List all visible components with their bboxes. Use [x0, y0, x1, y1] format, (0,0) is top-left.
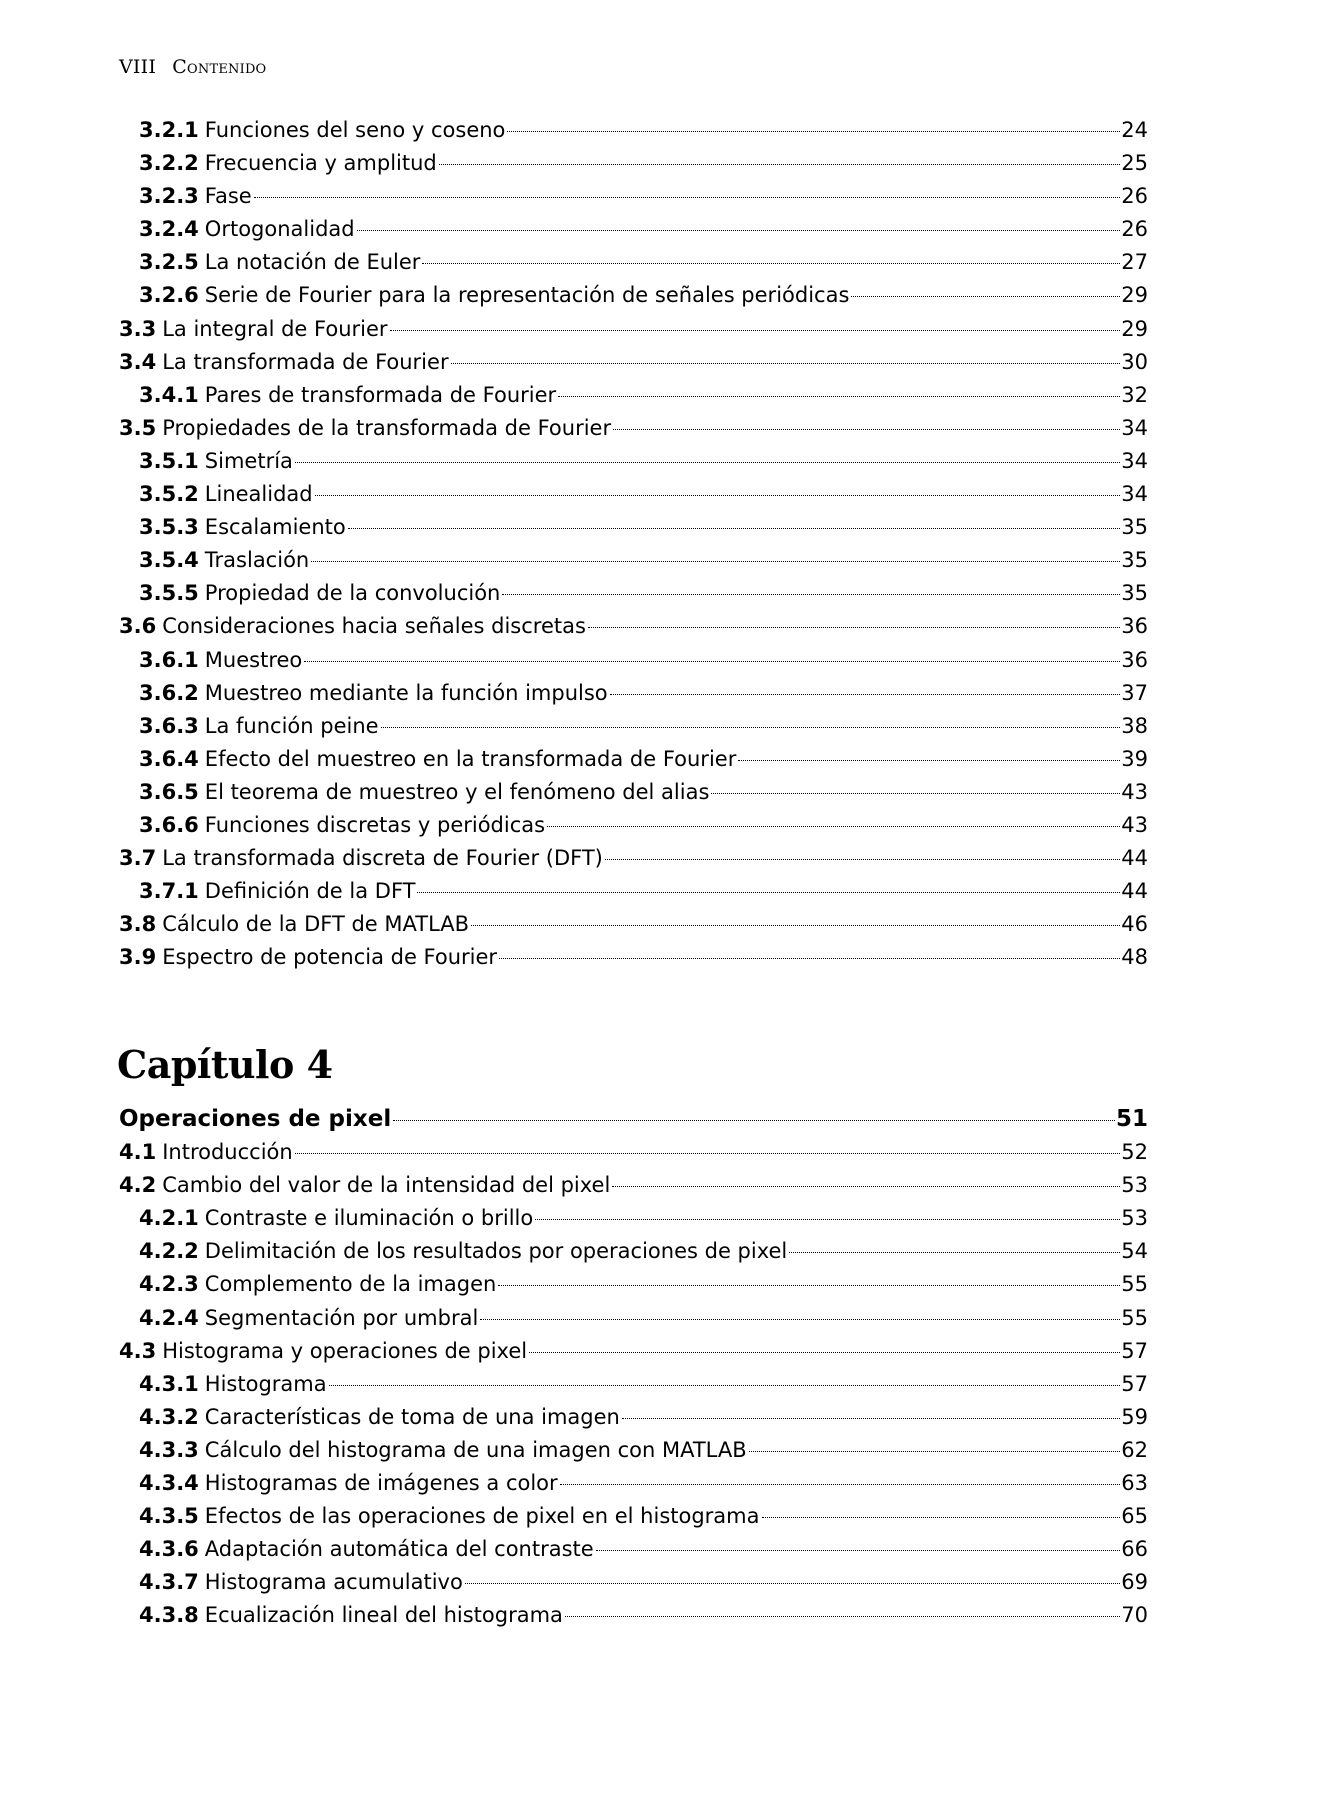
toc-entry-page-number: 35 — [1121, 548, 1148, 573]
running-section-title: Contenido — [172, 56, 267, 78]
toc-entry[interactable] — [119, 743, 1148, 776]
toc-entry[interactable] — [119, 1566, 1148, 1599]
toc-entry[interactable] — [119, 346, 1148, 379]
toc-entry[interactable] — [119, 379, 1148, 412]
toc-entry-number: 4.3.5 — [139, 1504, 199, 1529]
toc-entry-number: 3.2.1 — [139, 118, 199, 142]
toc-entry-page-number: 34 — [1121, 482, 1148, 507]
toc-dot-leader — [295, 1153, 1121, 1154]
toc-entry[interactable] — [119, 1467, 1148, 1500]
toc-dot-leader — [610, 694, 1121, 695]
toc-entry-number: 3.8 — [119, 912, 157, 937]
toc-entry-page-number: 39 — [1121, 746, 1148, 771]
toc-entry[interactable] — [119, 544, 1148, 577]
toc-entry[interactable] — [119, 1533, 1148, 1566]
toc-dot-leader — [565, 1616, 1120, 1617]
toc-entry-number: 3.4 — [119, 349, 157, 374]
toc-entry-title: Cambio del valor de la intensidad del pixel — [162, 1173, 611, 1198]
toc-entry-number: 3.7 — [119, 846, 157, 871]
toc-entry-page-number: 36 — [1121, 647, 1148, 672]
toc-entry[interactable] — [119, 213, 1148, 246]
toc-entry-page-number: 43 — [1121, 812, 1148, 837]
toc-entry-title: Histograma — [204, 1371, 327, 1396]
toc-entry-number: 3.2.4 — [139, 217, 199, 242]
toc-list-chapter-3 — [119, 114, 1148, 974]
toc-dot-leader — [588, 627, 1120, 628]
toc-entry[interactable] — [119, 776, 1148, 809]
toc-entry[interactable] — [119, 710, 1148, 743]
toc-entry-number: 4.3.2 — [139, 1404, 199, 1429]
toc-entry-page-number: 62 — [1121, 1437, 1148, 1462]
toc-entry-number: 4.2.4 — [139, 1305, 199, 1330]
toc-dot-leader — [762, 1517, 1121, 1518]
toc-entry-page-number: 46 — [1121, 912, 1148, 937]
toc-entry[interactable] — [119, 1136, 1148, 1169]
toc-entry[interactable] — [119, 1302, 1148, 1335]
toc-dot-leader — [304, 661, 1120, 662]
toc-entry-page-number: 26 — [1121, 217, 1148, 242]
toc-entry[interactable] — [119, 313, 1148, 346]
toc-dot-leader — [613, 429, 1120, 430]
toc-dot-leader — [329, 1385, 1121, 1386]
toc-dot-leader — [357, 230, 1121, 231]
toc-entry-page-number: 55 — [1121, 1272, 1148, 1297]
toc-entry-number: 3.5.2 — [139, 482, 199, 507]
toc-dot-leader — [789, 1252, 1120, 1253]
toc-entry-number: 3.3 — [119, 316, 157, 341]
toc-entry-title: La función peine — [204, 713, 379, 738]
toc-dot-leader — [529, 1352, 1120, 1353]
toc-entry-number: 3.9 — [119, 945, 157, 970]
toc-entry-number: 4.3.1 — [139, 1371, 199, 1396]
toc-entry-page-number: 57 — [1121, 1338, 1148, 1363]
toc-dot-leader — [622, 1418, 1120, 1419]
toc-entry-number: 3.6.2 — [139, 680, 199, 705]
toc-dot-leader — [471, 925, 1120, 926]
running-head — [119, 56, 266, 78]
toc-dot-leader — [560, 1484, 1121, 1485]
toc-entry[interactable] — [119, 941, 1148, 974]
toc-dot-leader — [547, 826, 1120, 827]
toc-entry[interactable] — [119, 478, 1148, 511]
toc-entry-number: 3.5.4 — [139, 548, 199, 573]
toc-entry-title: Delimitación de los resultados por operaciones de pixel — [204, 1239, 788, 1264]
toc-dot-leader — [502, 594, 1120, 595]
toc-dot-leader — [465, 1583, 1120, 1584]
toc-dot-leader — [738, 760, 1120, 761]
toc-entry-title: Muestreo mediante la función impulso — [204, 680, 608, 705]
toc-entry-number: 3.6.1 — [139, 647, 199, 672]
toc-entry-page-number: 35 — [1121, 515, 1148, 540]
toc-entry-page-number: 52 — [1121, 1140, 1148, 1165]
toc-entry-page-number: 57 — [1121, 1371, 1148, 1396]
toc-dot-leader — [535, 1219, 1120, 1220]
toc-entry-number: 3.2.5 — [139, 250, 199, 275]
toc-entry-page-number: 25 — [1121, 151, 1148, 176]
toc-dot-leader — [498, 1285, 1120, 1286]
toc-entry[interactable] — [119, 246, 1148, 279]
toc-entry-title: Escalamiento — [204, 515, 346, 540]
toc-entry-number: 3.5 — [119, 415, 157, 440]
toc-entry[interactable] — [119, 1235, 1148, 1268]
toc-entry-page-number: 34 — [1121, 448, 1148, 473]
toc-entry[interactable] — [119, 1401, 1148, 1434]
toc-entry-number: 3.2.6 — [139, 283, 199, 308]
toc-entry[interactable] — [119, 875, 1148, 908]
toc-entry-page-number: 43 — [1121, 779, 1148, 804]
toc-entry-page-number: 48 — [1121, 945, 1148, 970]
toc-dot-leader — [749, 1451, 1121, 1452]
toc-dot-leader — [451, 363, 1121, 364]
toc-dot-leader — [507, 131, 1120, 132]
toc-dot-leader — [393, 1120, 1115, 1121]
toc-entry-title: Espectro de potencia de Fourier — [162, 945, 498, 970]
toc-entry-title: Consideraciones hacia señales discretas — [162, 614, 586, 639]
toc-entry[interactable] — [119, 842, 1148, 875]
toc-entry-title: Cálculo del histograma de una imagen con MATLAB — [204, 1437, 747, 1462]
toc-entry-number: 3.6.3 — [139, 713, 199, 738]
toc-entry-number: 4.1 — [119, 1140, 157, 1165]
toc-entry-page-number: 53 — [1121, 1173, 1148, 1198]
toc-entry[interactable] — [119, 279, 1148, 312]
toc-entry-title: Ecualización lineal del histograma — [204, 1603, 563, 1628]
toc-entry-title: Segmentación por umbral — [204, 1305, 479, 1330]
toc-entry-title: Fase — [204, 184, 252, 209]
toc-dot-leader — [439, 164, 1121, 165]
toc-entry[interactable] — [119, 1434, 1148, 1467]
toc-entry-number: 4.3 — [119, 1338, 157, 1363]
page-folio: VIII — [119, 56, 157, 78]
toc-dot-leader — [605, 859, 1120, 860]
toc-entry-title: Muestreo — [204, 647, 303, 672]
toc-entry-page-number: 69 — [1121, 1570, 1148, 1595]
toc-entry-number: 4.3.6 — [139, 1537, 199, 1562]
toc-dot-leader — [390, 330, 1121, 331]
toc-entry-page-number: 70 — [1121, 1603, 1148, 1628]
toc-entry-number: 3.5.3 — [139, 515, 199, 540]
toc-dot-leader — [711, 793, 1120, 794]
toc-entry-number: 4.2.3 — [139, 1272, 199, 1297]
toc-dot-leader — [499, 958, 1120, 959]
toc-entry-page-number: 37 — [1121, 680, 1148, 705]
chapter-heading: Capítulo 4 — [117, 1042, 333, 1087]
toc-entry-page-number: 51 — [1115, 1106, 1148, 1132]
toc-dot-leader — [422, 263, 1120, 264]
toc-entry[interactable] — [119, 644, 1148, 677]
toc-entry-title: Histogramas de imágenes a color — [204, 1471, 558, 1496]
toc-entry-title: Introducción — [162, 1140, 293, 1165]
toc-entry[interactable] — [119, 610, 1148, 643]
toc-entry-page-number: 29 — [1121, 283, 1148, 308]
toc-entry-number: 4.2.2 — [139, 1239, 199, 1264]
toc-entry[interactable] — [119, 1268, 1148, 1301]
toc-entry[interactable] — [119, 908, 1148, 941]
toc-entry-title: La transformada discreta de Fourier (DFT) — [162, 846, 603, 871]
toc-entry-number: 4.3.4 — [139, 1471, 199, 1496]
toc-entry[interactable] — [119, 114, 1148, 147]
toc-dot-leader — [311, 561, 1120, 562]
toc-entry-page-number: 36 — [1121, 614, 1148, 639]
toc-entry-page-number: 35 — [1121, 581, 1148, 606]
toc-entry-title: Complemento de la imagen — [204, 1272, 497, 1297]
toc-dot-leader — [417, 892, 1120, 893]
toc-entry-title: Contraste e iluminación o brillo — [204, 1206, 534, 1231]
toc-dot-leader — [381, 727, 1121, 728]
toc-entry-number: 4.3.7 — [139, 1570, 199, 1595]
toc-entry-title: Histograma y operaciones de pixel — [162, 1338, 528, 1363]
toc-entry-number: 3.6.5 — [139, 779, 199, 804]
toc-entry[interactable] — [119, 511, 1148, 544]
toc-entry-title: Serie de Fourier para la representación de señales periódicas — [204, 283, 850, 308]
toc-entry-title: Efecto del muestreo en la transformada de Fourier — [204, 746, 737, 771]
toc-entry[interactable] — [119, 1368, 1148, 1401]
toc-entry-page-number: 26 — [1121, 184, 1148, 209]
toc-entry-number: 3.4.1 — [139, 382, 199, 407]
toc-entry-title: Definición de la DFT — [204, 879, 416, 904]
toc-entry-page-number: 44 — [1121, 846, 1148, 871]
toc-dot-leader — [348, 528, 1121, 529]
toc-entry-title: La transformada de Fourier — [162, 349, 449, 374]
toc-entry-page-number: 27 — [1121, 250, 1148, 275]
toc-entry-title: Adaptación automática del contraste — [204, 1537, 594, 1562]
toc-entry[interactable] — [119, 412, 1148, 445]
toc-entry-page-number: 53 — [1121, 1206, 1148, 1231]
toc-entry-page-number: 66 — [1121, 1537, 1148, 1562]
toc-dot-leader — [612, 1186, 1120, 1187]
toc-entry-title: Operaciones de pixel — [119, 1106, 392, 1132]
toc-entry-page-number: 44 — [1121, 879, 1148, 904]
toc-entry[interactable] — [119, 809, 1148, 842]
toc-entry-title: Frecuencia y amplitud — [204, 151, 437, 176]
toc-entry-title: La integral de Fourier — [162, 316, 388, 341]
toc-entry-number: 3.2.3 — [139, 184, 199, 209]
toc-entry-title: Traslación — [204, 548, 310, 573]
toc-list-chapter-4 — [119, 1103, 1148, 1633]
toc-entry-title: Histograma acumulativo — [204, 1570, 463, 1595]
toc-entry-number: 3.6 — [119, 614, 157, 639]
toc-entry[interactable] — [119, 577, 1148, 610]
toc-entry[interactable] — [119, 445, 1148, 478]
toc-entry-number: 4.2.1 — [139, 1206, 199, 1231]
toc-dot-leader — [480, 1319, 1120, 1320]
toc-entry[interactable] — [119, 1202, 1148, 1235]
toc-entry-title: Simetría — [204, 448, 293, 473]
toc-entry[interactable] — [119, 1599, 1148, 1632]
toc-entry-number: 4.2 — [119, 1173, 157, 1198]
toc-entry-page-number: 38 — [1121, 713, 1148, 738]
toc-entry[interactable] — [119, 1335, 1148, 1368]
toc-entry-title: Propiedades de la transformada de Fourier — [162, 415, 612, 440]
toc-entry-title: Características de toma de una imagen — [204, 1404, 620, 1429]
toc-entry-number: 3.5.5 — [139, 581, 199, 606]
toc-entry-title: El teorema de muestreo y el fenómeno del alias — [204, 779, 710, 804]
toc-entry-title: Cálculo de la DFT de MATLAB — [162, 912, 470, 937]
toc-entry-title: Pares de transformada de Fourier — [204, 382, 557, 407]
toc-entry-number: 4.3.8 — [139, 1603, 199, 1628]
toc-entry-page-number: 55 — [1121, 1305, 1148, 1330]
toc-entry[interactable] — [119, 1500, 1148, 1533]
toc-entry-page-number: 29 — [1121, 316, 1148, 341]
toc-entry-page-number: 65 — [1121, 1504, 1148, 1529]
toc-entry-title: Efectos de las operaciones de pixel en el histograma — [204, 1504, 760, 1529]
toc-entry-number: 3.6.4 — [139, 746, 199, 771]
toc-entry[interactable] — [119, 1169, 1148, 1202]
toc-dot-leader — [315, 495, 1121, 496]
toc-entry-page-number: 34 — [1121, 415, 1148, 440]
toc-dot-leader — [295, 462, 1120, 463]
toc-entry-title: Linealidad — [204, 482, 313, 507]
toc-entry-page-number: 54 — [1121, 1239, 1148, 1264]
toc-entry-number: 3.7.1 — [139, 879, 199, 904]
toc-dot-leader — [254, 197, 1121, 198]
toc-entry-number: 4.3.3 — [139, 1437, 199, 1462]
toc-entry-title: Ortogonalidad — [204, 217, 355, 242]
toc-entry-page-number: 59 — [1121, 1404, 1148, 1429]
toc-entry-title: Propiedad de la convolución — [204, 581, 501, 606]
toc-entry[interactable] — [119, 147, 1148, 180]
toc-entry-number: 3.2.2 — [139, 151, 199, 176]
toc-entry-title: Funciones del seno y coseno — [204, 118, 506, 142]
toc-entry-page-number: 63 — [1121, 1471, 1148, 1496]
toc-dot-leader — [596, 1550, 1121, 1551]
toc-entry-number: 3.6.6 — [139, 812, 199, 837]
toc-entry-number: 3.5.1 — [139, 448, 199, 473]
toc-entry-page-number: 32 — [1121, 382, 1148, 407]
toc-entry-title: La notación de Euler — [204, 250, 421, 275]
toc-entry-page-number: 24 — [1121, 118, 1148, 142]
toc-entry-page-number: 30 — [1121, 349, 1148, 374]
toc-entry[interactable] — [119, 1103, 1148, 1136]
toc-dot-leader — [558, 396, 1120, 397]
toc-dot-leader — [851, 296, 1120, 297]
toc-entry-title: Funciones discretas y periódicas — [204, 812, 546, 837]
toc-entry[interactable] — [119, 677, 1148, 710]
toc-entry[interactable] — [119, 180, 1148, 213]
